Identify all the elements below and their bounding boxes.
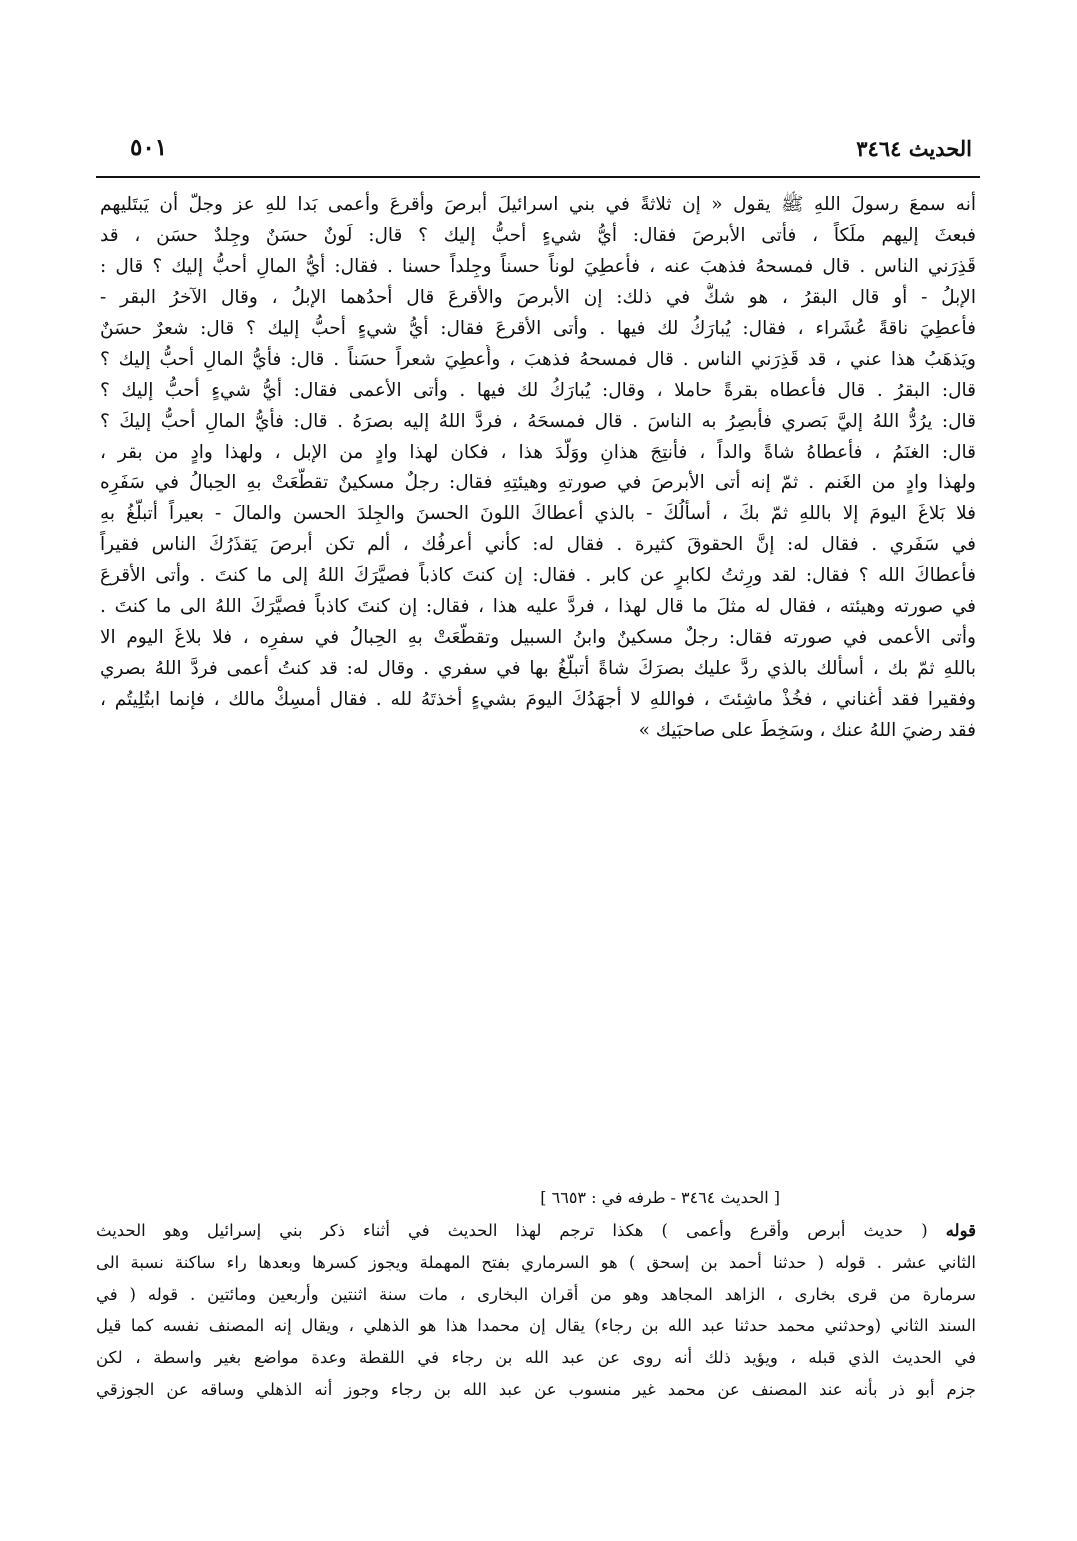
hadith-line: فأُعطِيَ ناقةً عُشَراء ، فقال: يُبارَكُ لك فيها . وأتى الأقرعَ فقال: أيُّ شيءٍ أحبُّ إليك ؟ قال: شعرٌ حسَنٌ [100,317,976,339]
reference-text: [ الحديث ٣٤٦٤ - طرفه في : ٦٦٥٣ ] [540,1188,780,1207]
hadith-line: ولهذا وادٍ من الغَنم . ثمّ إنه أتى الأبرصَ في صورتهِ وهيئتِهِ فقال: رجلٌ مسكينٌ تقطَّعَتْ بهِ الحِبالُ في سَفَرِه [100,472,976,494]
commentary [96,1215,976,1471]
hadith-line: قال: البقرُ . قال فأعطاه بقرةً حاملا ، وقال: يُبارَكُ لك فيها . وأتى الأعمى فقال: أيُّ شيءٍ أحبُّ إليك ؟ [100,379,976,401]
hadith-line: وفقيرا فقد أغناني ، فخُذْ ماشِئتَ ، فواللهِ لا أجهَدُكَ اليومَ بشيءٍ أخذتَهُ لله . فقال أمسِكْ مالك ، فإنما ابتُلِيتُم ، [100,689,976,710]
hadith-line: فقد رضيَ اللهُ عنك ، وسَخِطَ على صاحبَيك » [638,719,976,741]
running-title: الحديث ٣٤٦٤ [856,136,972,161]
hadith-line: وأتى الأعمى في صورته فقال: رجلٌ مسكينٌ وابنُ السبيل وتقطَّعَتْ بهِ الحِبالُ في سفرِه ، فلا بلاغَ اليوم الا [100,627,976,649]
hadith-reference [100,1185,980,1211]
hadith-line: أنه سمعَ رسولَ اللهِ ﷺ يقول « إن ثلاثةً في بني اسرائيلَ أبرصَ وأقرعَ وأعمى بَدا للهِ عز وجلّ أن يَبتَليهم [100,194,976,215]
page-header [112,128,972,172]
hadith-line: قال: يرُدُّ اللهُ إليَّ بَصري فأُبصِرُ به الناسَ . قال فمسحَهُ ، فردَّ اللهُ إليه بصرَهُ . قال: فأيُّ المالِ أحبُّ إليكَ ؟ [100,410,976,432]
hadith-line: قال: الغنَمُ ، فأعطاهُ شاةً والداً ، فأُنتِجَ هذانِ ووَلَّدَ هذا ، فكان لهذا وادٍ من الإبل ، ولهذا وادٍ من بقر ، [100,441,976,463]
hadith-line: في صورته وهيئته ، فقال له مثلَ ما قال لهذا ، فردَّ عليه هذا ، فقال: إن كنتَ كاذباً فصيَّرَكَ اللهُ الى ما كنتَ . [100,596,976,618]
commentary-line [96,1215,976,1247]
hadith-line: فلا بَلاغَ اليومَ إلا باللهِ ثمّ بكَ ، أسألُكَ - بالذي أعطاكَ اللونَ الحسنَ والجِلدَ الحسن والمالَ - بعيراً أتبلَّغُ بهِ [100,503,976,525]
hadith-line: ويَذهَبُ هذا عني ، قد قَذِرَني الناس . قال فمسحهُ فذهبَ ، وأُعطِيَ شعراً حسَناً . قال: فأيُّ المالِ أحبُّ إليك ؟ [100,348,976,370]
page-number: ٥٠١ [130,134,168,161]
hadith-line: قَذِرَني الناس . قال فمسحهُ فذهبَ عنه ، فأُعطِيَ لوناً حسناً وجِلداً حسنا . فقال: أيُّ المالِ أحبُّ إليك ؟ قال : [100,255,976,277]
commentary-line: جزم أبو ذر بأنه عند المصنف عن محمد غير منسوب عن عبد الله بن رجاء وجوز أنه الذهلي وساقه عن الجوزقي [96,1379,976,1399]
hadith-text [100,190,976,1180]
qawluhu-marker: قوله [945,1221,976,1240]
commentary-line: الثاني عشر . قوله ( حدثنا أحمد بن إسحق ) هو السرماري بفتح المهملة ويجوز كسرها وبعدها راء ساكنة نسبة الى [96,1252,976,1272]
header-rule [96,176,980,178]
commentary-text: ( حديث أبرص وأقرع وأعمى ) هكذا ترجم لهذا الحديث في أثناء ذكر بني إسرائيل وهو الحديث [96,1221,928,1240]
hadith-line: فأعطاكَ الله ؟ فقال: لقد ورِثتُ لكابرٍ عن كابر . فقال: إن كنتَ كاذباً فصيَّرَكَ اللهُ إلى ما كنتَ . وأتى الأقرعَ [100,565,976,587]
hadith-line: فبعثَ إليهم ملَكاً ، فأتى الأبرصَ فقال: أيُّ شيءٍ أحبُّ إليك ؟ قال: لَونٌ حسَنٌ وجِلدٌ حسَن ، قد [100,224,976,246]
commentary-line: في الحديث الذي قبله ، ويؤيد ذلك أنه روى عن عبد الله بن رجاء في اللقطة وعدة مواضع بغير واسطة ، لكن [96,1348,976,1368]
hadith-line: الإبلُ - أو قال البقرُ ، هو شكٌّ في ذلك: إن الأبرصَ والأقرعَ قال أحدُهما الإبلُ ، وقال الآخرُ البقر - [100,286,976,308]
hadith-line: باللهِ ثمّ بك ، أسألك بالذي ردَّ عليك بصرَكَ شاةً أتبلَّغُ بها في سفري . وقال له: قد كنتُ أعمى فردَّ اللهُ بصري [100,658,976,680]
commentary-line: سرمارة من قرى بخارى ، الزاهد المجاهد وهو من أقران البخارى ، مات سنة اثنتين وأربعين ومائتين . قوله ( في [96,1284,976,1304]
hadith-line: في سَفَري . فقال له: إنَّ الحقوقَ كثيرة . فقال له: كأني أعرفُك ، ألم تكن أبرصَ يَقذَرُكَ الناس فقيراً [100,534,976,556]
commentary-line: السند الثاني (وحدثني محمد حدثنا عبد الله بن رجاء) يقال إن محمدا هذا هو الذهلي ، ويقال إنه المصنف نفسه كما قيل [96,1316,976,1336]
